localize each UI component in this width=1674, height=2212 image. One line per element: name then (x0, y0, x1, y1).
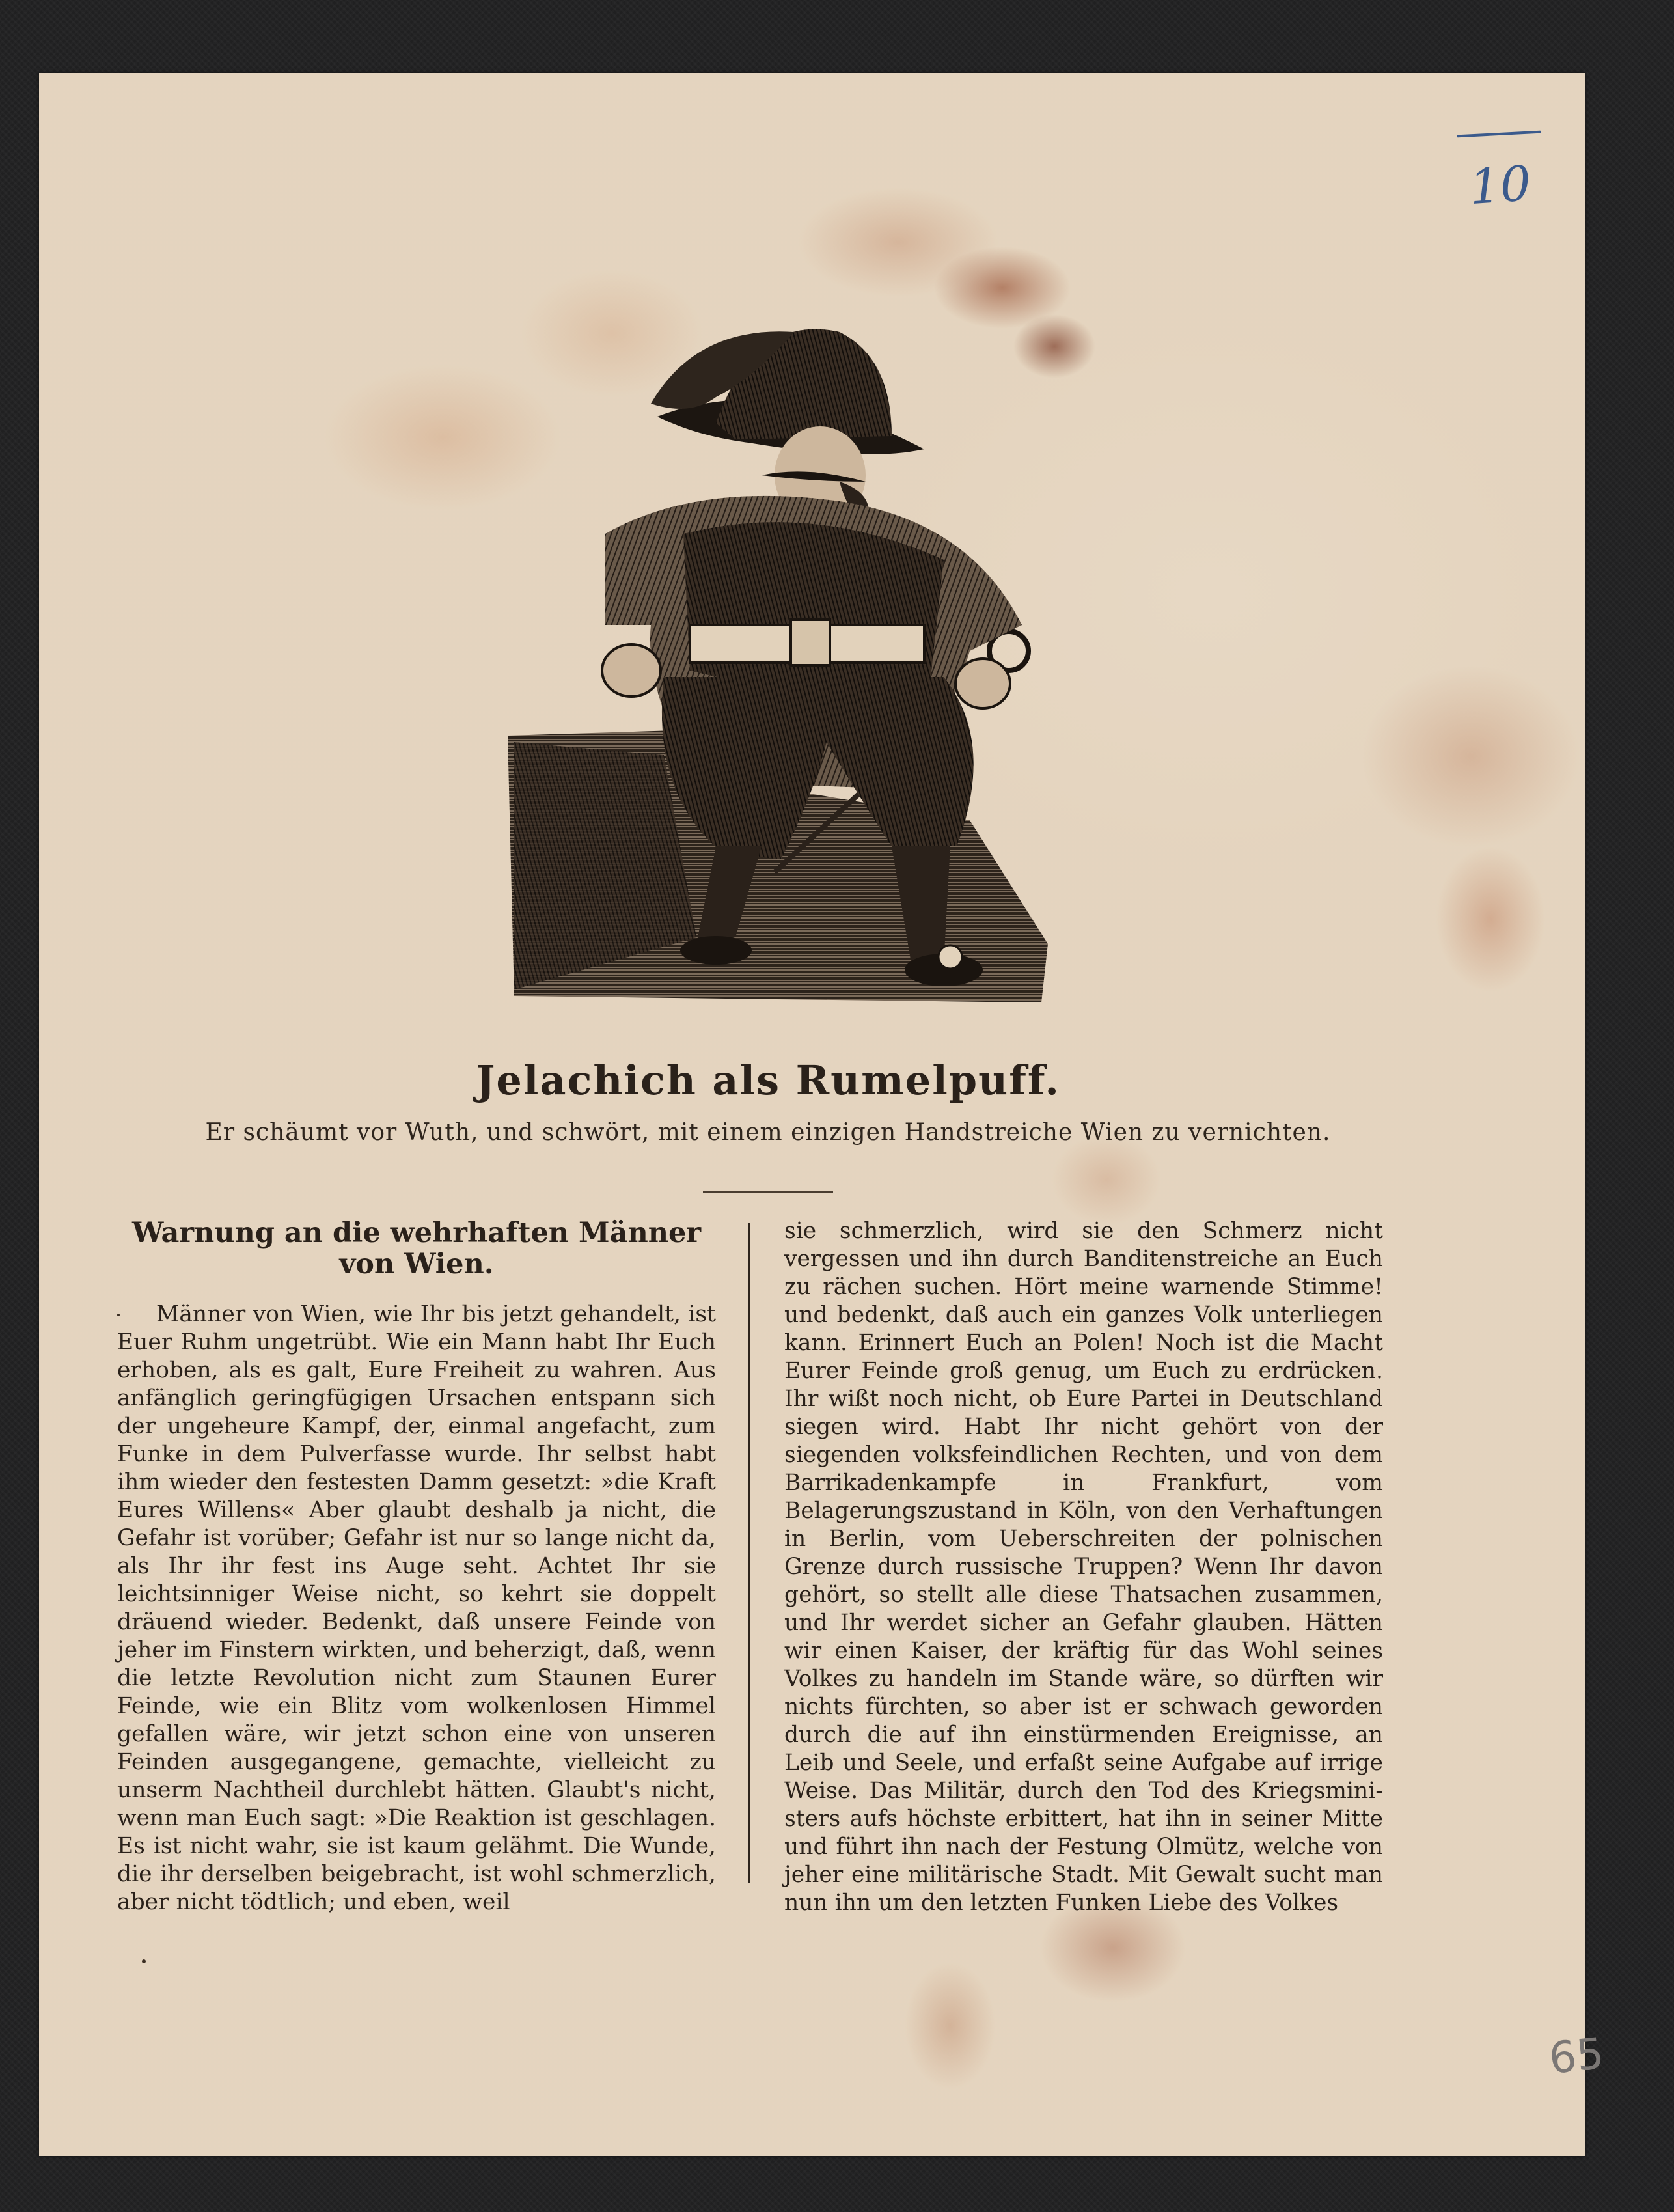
right-column-text: sie schmerzlich, wird sie den Schmerz nicht vergessen und ihn durch Banditenstreiche an Euch zu rächen suchen. Hört meine warnende Stimme! und bedenkt, daß auch ein ganzes Volk unterliegen kann. Erinnert Euch an Polen! Noch ist die Macht Eurer Feinde groß genug, um Euch zu erdrücken. Ihr wißt noch nicht, ob Eure Partei in Deutschland siegen wird. Habt Ihr nicht gehört von der siegenden volksfeindlichen Rechten, und von dem Barrikadenkampfe in Frankfurt, vom Belagerungszustand in Köln, von den Verhaftungen in Berlin, vom Ueberschreiten der polnischen Grenze durch russische Truppen? Wenn Ihr davon gehört, so stellt alle diese Thatsachen zusammen, und Ihr werdet sicher an Gefahr glauben. Hätten wir einen Kaiser, der kräftig für das Wohl seines Volkes zu handeln im Stande wäre, so dürften wir nichts fürchten, so aber ist er schwach geworden durch die auf ihn einstürmenden Ereignisse, an Leib und Seele, und erfaßt seine Aufgabe auf irrige Weise. Das Militär, durch den Tod des Kriegsministers aufs höchste erbittert, hat ihn in seiner Mitte und führt ihn nach der Festung Olmütz, welche von jeher eine militärische Stadt. Mit Gewalt sucht man nun ihn um den letzten Funken Liebe des Volkes (784, 1218, 1383, 1916)
illustration-caption-title: Jelachich als Rumelpuff. (476, 1057, 1060, 1104)
section-divider (703, 1191, 833, 1193)
column-divider (748, 1223, 750, 1883)
left-column (117, 1217, 716, 1916)
belt-buckle (791, 620, 830, 665)
article-title: Warnung an die wehrhaften Männer von Wien. (131, 1217, 702, 1280)
ink-speck (142, 1959, 146, 1963)
left-fist (602, 644, 661, 697)
woodcut-illustration (501, 286, 1054, 1016)
shoe-rosette (939, 945, 962, 969)
right-column (784, 1217, 1383, 1917)
ink-speck (117, 1314, 120, 1316)
left-shoe (680, 936, 752, 965)
pencil-page-number: 65 (1546, 2028, 1606, 2084)
right-fist (955, 659, 1010, 708)
left-column-text: Männer von Wien, wie Ihr bis jetzt gehandelt, ist Euer Ruhm ungetrübt. Wie ein Mann habt Ihr Euch erhoben, als es galt, Eure Freiheit zu wahren. Aus anfänglich geringfügigen Ursachen entspann sich der ungeheure Kampf, der, einmal angefacht, zum Funke in dem Pulverfasse wurde. Ihr selbst habt ihm wieder den festesten Damm gesetzt: »die Kraft Eures Willens« Aber glaubt deshalb ja nicht, die Gefahr ist vorüber; Gefahr ist nur so lange nicht da, als Ihr ihr fest ins Auge seht. Achtet Ihr sie leichtsinniger Weise nicht, so kehrt sie doppelt dräuend wieder. Bedenkt, daß unsere Feinde von jeher im Finstern wirkten, und beherzigt, daß, wenn die letzte Revolution nicht zum Staunen Eurer Feinde, wie ein Blitz vom wolkenlosen Himmel gefallen wäre, wir jetzt schon eine von unseren Feinden ausgegangene, gemachte, vielleicht zu unserm Nachtheil durchlebt hätten. Glaubt's nicht, wenn man Euch sagt: »Die Reaktion ist geschlagen. Es ist nicht wahr, sie ist kaum gelähmt. Die Wunde, die ihr derselben beigebracht, ist wohl schmerzlich, aber nicht tödtlich; und eben, weil (117, 1301, 716, 1915)
illustration-caption-subtitle: Er schäumt vor Wuth, und schwört, mit einem einzigen Handstreiche Wien zu vernichten. (205, 1119, 1331, 1146)
shelfmark-annotation: 10 (1468, 155, 1533, 216)
